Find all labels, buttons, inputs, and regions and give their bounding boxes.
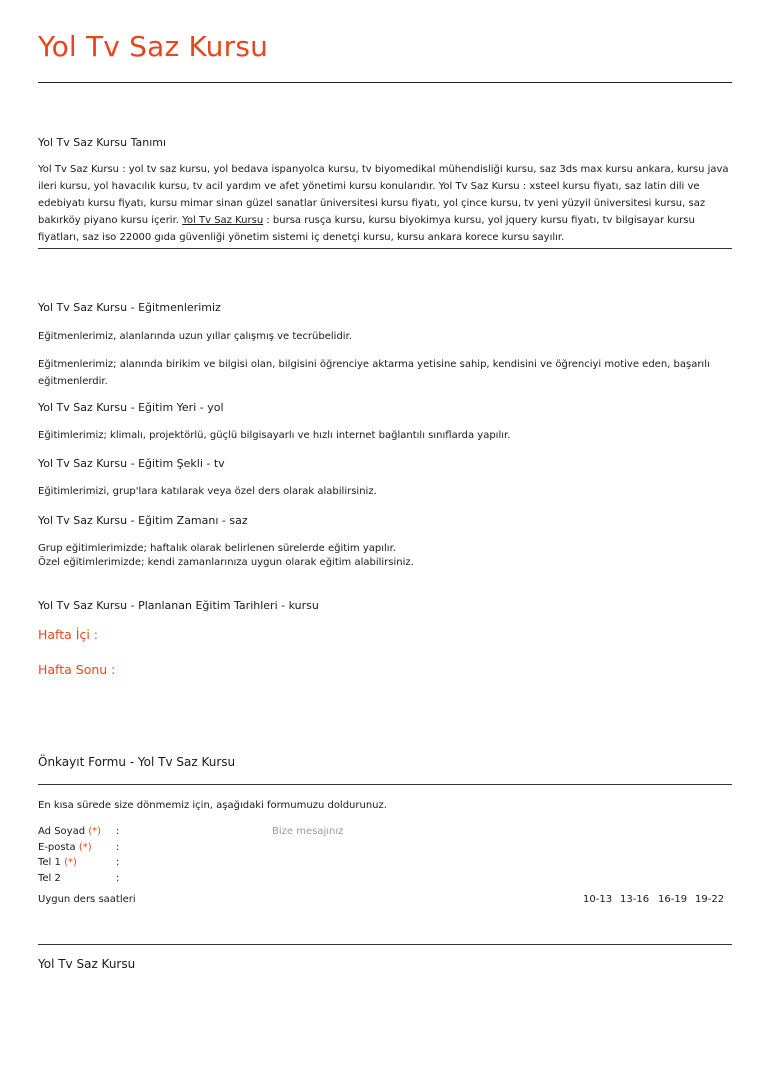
hafta-sonu-label: Hafta Sonu : — [38, 662, 116, 677]
egitmen-heading: Yol Tv Saz Kursu - Eğitmenlerimiz — [38, 301, 221, 314]
field-tel1[interactable] — [38, 857, 77, 868]
message-textarea[interactable]: Bize mesajınız — [272, 826, 344, 837]
tanim-text-part2: : bursa rusça kursu, kursu biyokimya kursu, yol jquery kursu fiyatı, tv bilgisayar kursu fiyatları, saz iso 22000 gıda güvenliği yönetim sistemi iç denetçi kursu, kursu ankara korece kursu sayılır. — [38, 215, 695, 243]
egitmen-p2: Eğitmenlerimiz; alanında birikim ve bilgisi olan, bilgisini öğrenciye aktarma yetisine sahip, kendisini ve öğrenciyi motive eden, başarılı eğitmenlerdir. — [38, 359, 710, 387]
field-label: Tel 1 — [38, 857, 61, 868]
form-divider — [38, 784, 732, 785]
egitmen-p1: Eğitmenlerimiz, alanlarında uzun yıllar çalışmış ve tecrübelidir. — [38, 331, 352, 342]
footer-title: Yol Tv Saz Kursu — [38, 957, 136, 971]
field-label: Ad Soyad — [38, 826, 86, 837]
field-colon: : — [116, 842, 120, 853]
field-label: E-posta — [38, 842, 76, 853]
tanim-text-part1: Yol Tv Saz Kursu : yol tv saz kursu, yol bedava ispanyolca kursu, tv biyomedikal mühendisliği kursu, saz 3ds max kursu ankara, kursu java ileri kursu, yol havacılık kursu, tv acil yardım ve afet yönetimi kursu konularıdır. Yol Tv Saz Kursu : xsteel kursu fiyatı, saz latin dili ve edebiyatı kursu fiyatı, kursu mimar sinan güzel sanatlar üniversitesi kursu fiyatı, yol çince kursu, tv yeni yüzyil üniversitesi kursu, saz bakırköy piyano kursu içerir. — [38, 164, 729, 226]
time-slot[interactable]: 16-19 — [658, 894, 688, 905]
page-title: Yol Tv Saz Kursu — [38, 30, 269, 63]
field-label: Tel 2 — [38, 873, 61, 884]
field-tel2[interactable] — [38, 873, 61, 884]
field-colon: : — [116, 857, 120, 868]
tanim-text — [38, 161, 732, 246]
required-mark: (*) — [64, 857, 77, 868]
form-heading: Önkayıt Formu - Yol Tv Saz Kursu — [38, 755, 236, 769]
time-slot[interactable]: 10-13 — [583, 894, 613, 905]
sekil-heading: Yol Tv Saz Kursu - Eğitim Şekli - tv — [38, 457, 225, 470]
hafta-ici-label: Hafta İçi : — [38, 627, 98, 642]
required-mark: (*) — [78, 842, 92, 853]
required-mark: (*) — [88, 826, 102, 837]
yer-heading: Yol Tv Saz Kursu - Eğitim Yeri - yol — [38, 401, 224, 414]
time-slot[interactable]: 19-22 — [695, 894, 725, 905]
sekil-text: Eğitimlerimizi, grup'lara katılarak veya özel ders olarak alabilirsiniz. — [38, 486, 377, 497]
zaman-line2: Özel eğitimlerimizde; kendi zamanlarınıza uygun olarak eğitim alabilirsiniz. — [38, 557, 414, 568]
planlanan-heading: Yol Tv Saz Kursu - Planlanan Eğitim Tarihleri - kursu — [38, 599, 319, 612]
field-ad-soyad[interactable] — [38, 826, 101, 837]
field-colon: : — [116, 873, 120, 884]
title-divider — [38, 82, 732, 83]
footer-divider — [38, 944, 732, 945]
tanim-heading: Yol Tv Saz Kursu Tanımı — [38, 136, 167, 149]
zaman-line1: Grup eğitimlerimizde; haftalık olarak belirlenen sürelerde eğitim yapılır. — [38, 543, 396, 554]
zaman-heading: Yol Tv Saz Kursu - Eğitim Zamanı - saz — [38, 514, 248, 527]
yer-text: Eğitimlerimiz; klimalı, projektörlü, güçlü bilgisayarlı ve hızlı internet bağlantılı sınıflarda yapılır. — [38, 430, 511, 441]
uygun-label: Uygun ders saatleri — [38, 894, 136, 905]
tanim-link[interactable]: Yol Tv Saz Kursu — [182, 215, 264, 226]
time-slot[interactable]: 13-16 — [620, 894, 650, 905]
field-eposta[interactable] — [38, 842, 92, 853]
section-divider — [38, 248, 732, 249]
field-colon: : — [116, 826, 120, 837]
form-intro: En kısa sürede size dönmemiz için, aşağıdaki formumuzu doldurunuz. — [38, 800, 387, 811]
